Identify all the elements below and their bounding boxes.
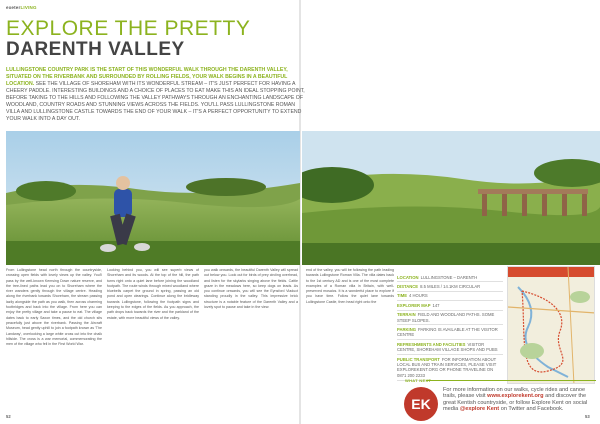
fact-key: TERRAIN	[397, 312, 416, 318]
fact-value: 8.5 MILES / 14.1KM CIRCULAR	[420, 283, 481, 289]
route-map	[507, 266, 595, 384]
fact-row	[397, 355, 503, 381]
brand-part-2: LIVING	[20, 5, 37, 10]
walker-photo-image	[6, 131, 300, 265]
fact-key: TIME	[397, 293, 408, 299]
divider	[426, 380, 596, 381]
title-line-2: DARENTH VALLEY	[6, 39, 185, 60]
fact-row	[397, 325, 503, 340]
intro-paragraph	[6, 67, 306, 123]
fact-row	[397, 282, 503, 291]
explore-kent-info	[443, 387, 595, 413]
fact-row	[397, 301, 503, 310]
fact-value: LULLINGSTONE – DARENTH	[420, 274, 478, 280]
intro-body: SEE THE VILLAGE OF SHOREHAM WITH ITS WONDERFUL STREAM – IT'S JUST PERFECT FOR HAVING A CHEERY PADDLE. INTERESTING BUILDINGS AND A CHOICE OF PLACES TO EAT MAKE THIS AN IDEAL STOPPING POINT, BEFORE TAKING TO THE HILLS AND FOLLOWING THE VALLEY PATHWAYS THROUGH AN ENCHANTING LANDSCAPE OF WOODLAND, COUNTRY ROADS AND STUNNING VIEWS ACROSS THE FIELDS. YOU'LL PASS LULLINGSTONE ROMAN VILLA AND LULLINGSTONE CASTLE TOWARDS THE END OF YOUR WALK – IT'S A PERFECT OPPORTUNITY TO EXTEND YOUR WALK INTO A DAY OUT.	[6, 81, 305, 122]
fact-row	[397, 273, 503, 282]
fact-value: 147	[432, 302, 440, 308]
fact-key: REFRESHMENTS AND FACILITIES	[397, 341, 466, 347]
body-column-1: From Lullingstone head north through the countryside, crossing open fields with lovely views up the valley. You'll pass by the well-known Kemsing Down nature reserve, and the tree-lined paths lead you on to Shoreham where the river wanders gently through the village centre. Heading along the riverbank towards Shoreham, the stream passing lazily alongside the path as you walk, then across charming footbridges and back into the village. From here you can enjoy the pretty village and take a pause to eat. The village dates back to early Saxon times, and the old church sits peacefully just above the riverbank. Passing the Aircraft Museum, head gently uphill to join a footpath known as 'The Landway', overlooking a large white cross cut into the chalk hillside. The cross is a war memorial, commemorating the men of the village who fell in the First World War.	[6, 268, 102, 347]
fact-row	[397, 311, 503, 326]
fact-key: DISTANCE	[397, 283, 419, 289]
valley-photo	[302, 131, 600, 265]
body-column-2: Looking behind you, you will see superb views of Shoreham and its woods. At the top of the hill, the path turns right onto a quiet lane before joining the woodland footpath. The route winds through mixed woodland where bluebells carpet the ground in spring, passing an old pond and open clearings. Continue along the bridleway towards Lullingstone, following the footpath signs and keeping to the edges of the fields. As you approach, the path drops back towards the river and the parkland of the estate, with more beautiful views of the valley.	[107, 268, 199, 320]
ek-line-3: on Twitter and Facebook.	[500, 406, 564, 413]
fact-value: VISITOR CENTRE, SHOREHAM VILLAGE SHOPS AND PUBS	[397, 341, 498, 353]
route-map-image	[508, 267, 595, 384]
brand-part-1: exeter	[6, 5, 21, 10]
explore-kent-logo: EK	[404, 387, 438, 421]
fact-key: PARKING	[397, 326, 416, 332]
ek-line-2: and discover the great Kentish countryside, or follow Explore Kent on social media	[443, 393, 588, 413]
ek-handle[interactable]: @explore Kent	[459, 406, 500, 413]
what-next-heading: WHAT NEXT	[405, 378, 432, 383]
valley-photo-image	[302, 131, 600, 265]
fact-value: PARKING IS AVAILABLE AT THE VISITOR CENTRE	[397, 326, 498, 338]
walk-facts	[397, 273, 503, 381]
intro-lead: LULLINGSTONE COUNTRY PARK IS THE START OF THIS WONDERFUL WALK THROUGH THE DARENTH VALLEY, SITUATED ON THE RIVERBANK AND SURROUNDED BY ROLLING FIELDS, YOUR WALK BEGINS IN A BEAUTIFUL LOCATION.	[6, 67, 288, 87]
body-column-3: you walk onwards, the beautiful Darenth Valley will spread out below you. Look out for birds of prey circling overhead, and listen for the skylarks singing above the fields. Cattle graze in the meadows here, so keep dogs on leads. As you continue onwards, you will see the Eynsford Viaduct standing proudly in the valley. This impressive brick structure is a notable feature of the Darenth Valley and a lovely spot to pause and take in the view.	[204, 268, 298, 310]
fact-key: LOCATION	[397, 274, 419, 280]
fact-key: PUBLIC TRANSPORT	[397, 356, 440, 362]
fact-key: EXPLORER MAP	[397, 302, 431, 308]
page-number-left: 52	[6, 414, 11, 419]
walker-photo	[6, 131, 300, 265]
brand-logo	[6, 5, 37, 10]
title-line-1: EXPLORE THE PRETTY	[6, 17, 251, 40]
fact-value: 4 HOURS	[409, 293, 428, 299]
fact-row	[397, 340, 503, 355]
fact-value: FIELD AND WOODLAND PATHS. SOME STEEP SLOPES.	[397, 312, 495, 323]
fact-row	[397, 292, 503, 301]
body-column-4: end of the valley, you will be following the path leading towards Lullingstone Roman Villa. The villa dates back to the 1st century AD and is one of the most complete examples of a Roman villa in Britain, with well-preserved mosaics. It is a wonderful place to explore if you have time. Follow the quiet lane towards Lullingstone Castle, then head right onto the	[306, 268, 394, 304]
ek-url[interactable]: www.explorekent.org	[487, 393, 544, 400]
ek-line-1: For more information on our walks, cycle rides and canoe trails, please visit	[443, 387, 586, 400]
page-number-right: 53	[585, 414, 590, 419]
fact-value: FOR INFORMATION ABOUT LOCAL BUS AND TRAIN SERVICES, PLEASE VISIT EXPLOREKENT.ORG OR PHONE TRAVELINE ON 0871 200 2233	[397, 356, 497, 378]
